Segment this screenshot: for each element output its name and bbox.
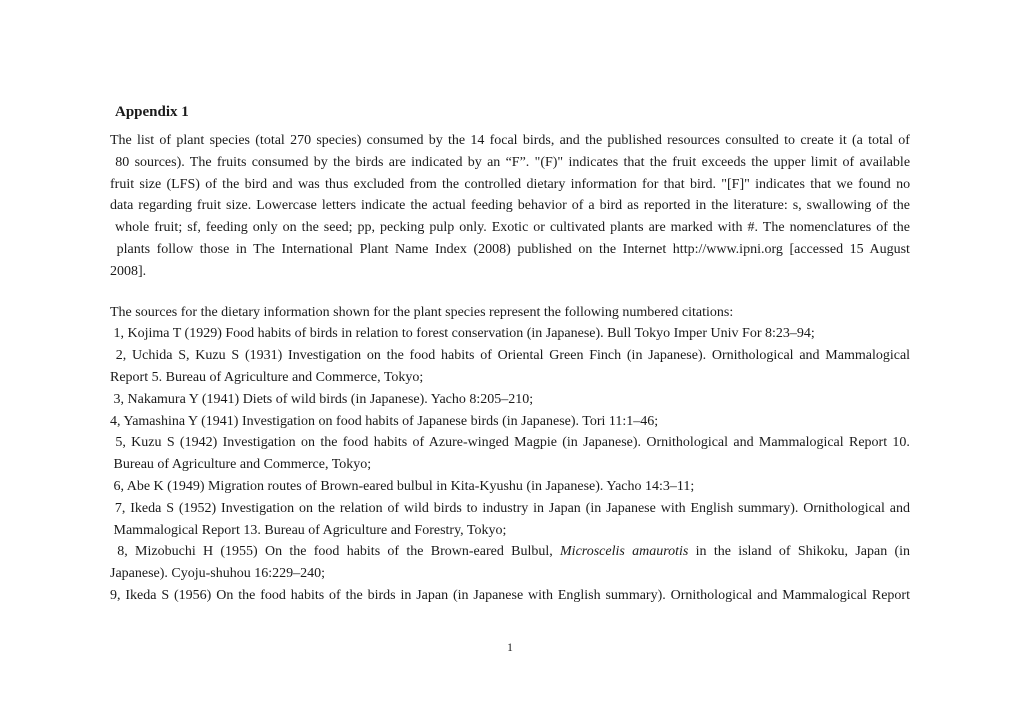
citation — [110, 498, 910, 542]
citation — [110, 411, 910, 433]
citation — [110, 345, 910, 389]
text-line: 4, Yamashina Y (1941) Investigation on food habits of Japanese birds (in Japanese). Tori 11:1–46; — [110, 413, 659, 429]
page-content — [110, 101, 910, 607]
citation — [110, 389, 910, 411]
citation — [110, 432, 910, 476]
citation — [110, 476, 910, 498]
text-line: Mammalogical Report 13. Bureau of Agriculture and Forestry, Tokyo; — [110, 522, 507, 538]
text-line: 7, Ikeda S (1952) Investigation on the relation of wild birds to industry in Japan (in Japanese with English summary). Ornithological and — [110, 500, 910, 516]
text-line: 9, Ikeda S (1956) On the food habits of the birds in Japan (in Japanese with English summary). Ornithological and Mammalogical Report — [110, 587, 910, 603]
text-line: Japanese). Cyoju-shuhou 16:229–240; — [110, 566, 326, 582]
text-line: plants follow those in The International Plant Name Index (2008) published on the Internet http://www.ipni.org [accessed 15 August — [110, 241, 910, 257]
page-number: 1 — [507, 642, 513, 654]
sources-section — [110, 302, 910, 607]
intro-paragraph — [110, 130, 910, 283]
text-line: Report 5. Bureau of Agriculture and Commerce, Tokyo; — [110, 369, 424, 385]
text-line: 2, Uchida S, Kuzu S (1931) Investigation on the food habits of Oriental Green Finch (in Japanese). Ornithological and Mammalogical — [110, 348, 911, 364]
text-line: 80 sources). The fruits consumed by the birds are indicated by an “F”. "(F)" indicates that the fruit exceeds the upper limit of available — [110, 154, 911, 170]
text-line: 3, Nakamura Y (1941) Diets of wild birds (in Japanese). Yacho 8:205–210; — [110, 391, 534, 407]
citation-list — [110, 323, 910, 606]
text-line: 6, Abe K (1949) Migration routes of Brown-eared bulbul in Kita-Kyushu (in Japanese). Yacho 14:3–11; — [110, 478, 695, 494]
citation — [110, 541, 910, 585]
text-line: 2008]. — [110, 263, 147, 279]
text-line: 5, Kuzu S (1942) Investigation on the food habits of Azure-winged Magpie (in Japanese). Ornithological and Mammalogical Report 10. — [110, 435, 910, 451]
text-line: data regarding fruit size. Lowercase letters indicate the actual feeding behavior of a bird as reported in the literature: s, swallowing of the — [110, 198, 910, 214]
text-line: The sources for the dietary information shown for the plant species represent the following numbered citations: — [110, 304, 734, 320]
text-line: 1, Kojima T (1929) Food habits of birds in relation to forest conservation (in Japanese). Bull Tokyo Imper Univ For 8:23–94; — [110, 326, 815, 342]
text-line: The list of plant species (total 270 species) consumed by the 14 focal birds, and the published resources consulted to create it (a total of — [110, 133, 910, 148]
text-line: fruit size (LFS) of the bird and was thus excluded from the controlled dietary information for that bird. "[F]" indicates that we found no — [110, 176, 911, 192]
citation — [110, 323, 910, 345]
document-heading: Appendix 1 — [115, 104, 189, 120]
text-line: 8, Mizobuchi H (1955) On the food habits of the Brown-eared Bulbul, Microscelis amaurotis in the island of Shikoku, Japan (in — [110, 544, 911, 560]
text-line: whole fruit; sf, feeding only on the seed; pp, pecking pulp only. Exotic or cultivated plants are marked with #. The nomenclatures of the — [110, 220, 910, 236]
text-line: Bureau of Agriculture and Commerce, Tokyo; — [110, 457, 372, 473]
citation — [110, 585, 910, 607]
sources-intro — [110, 302, 910, 324]
